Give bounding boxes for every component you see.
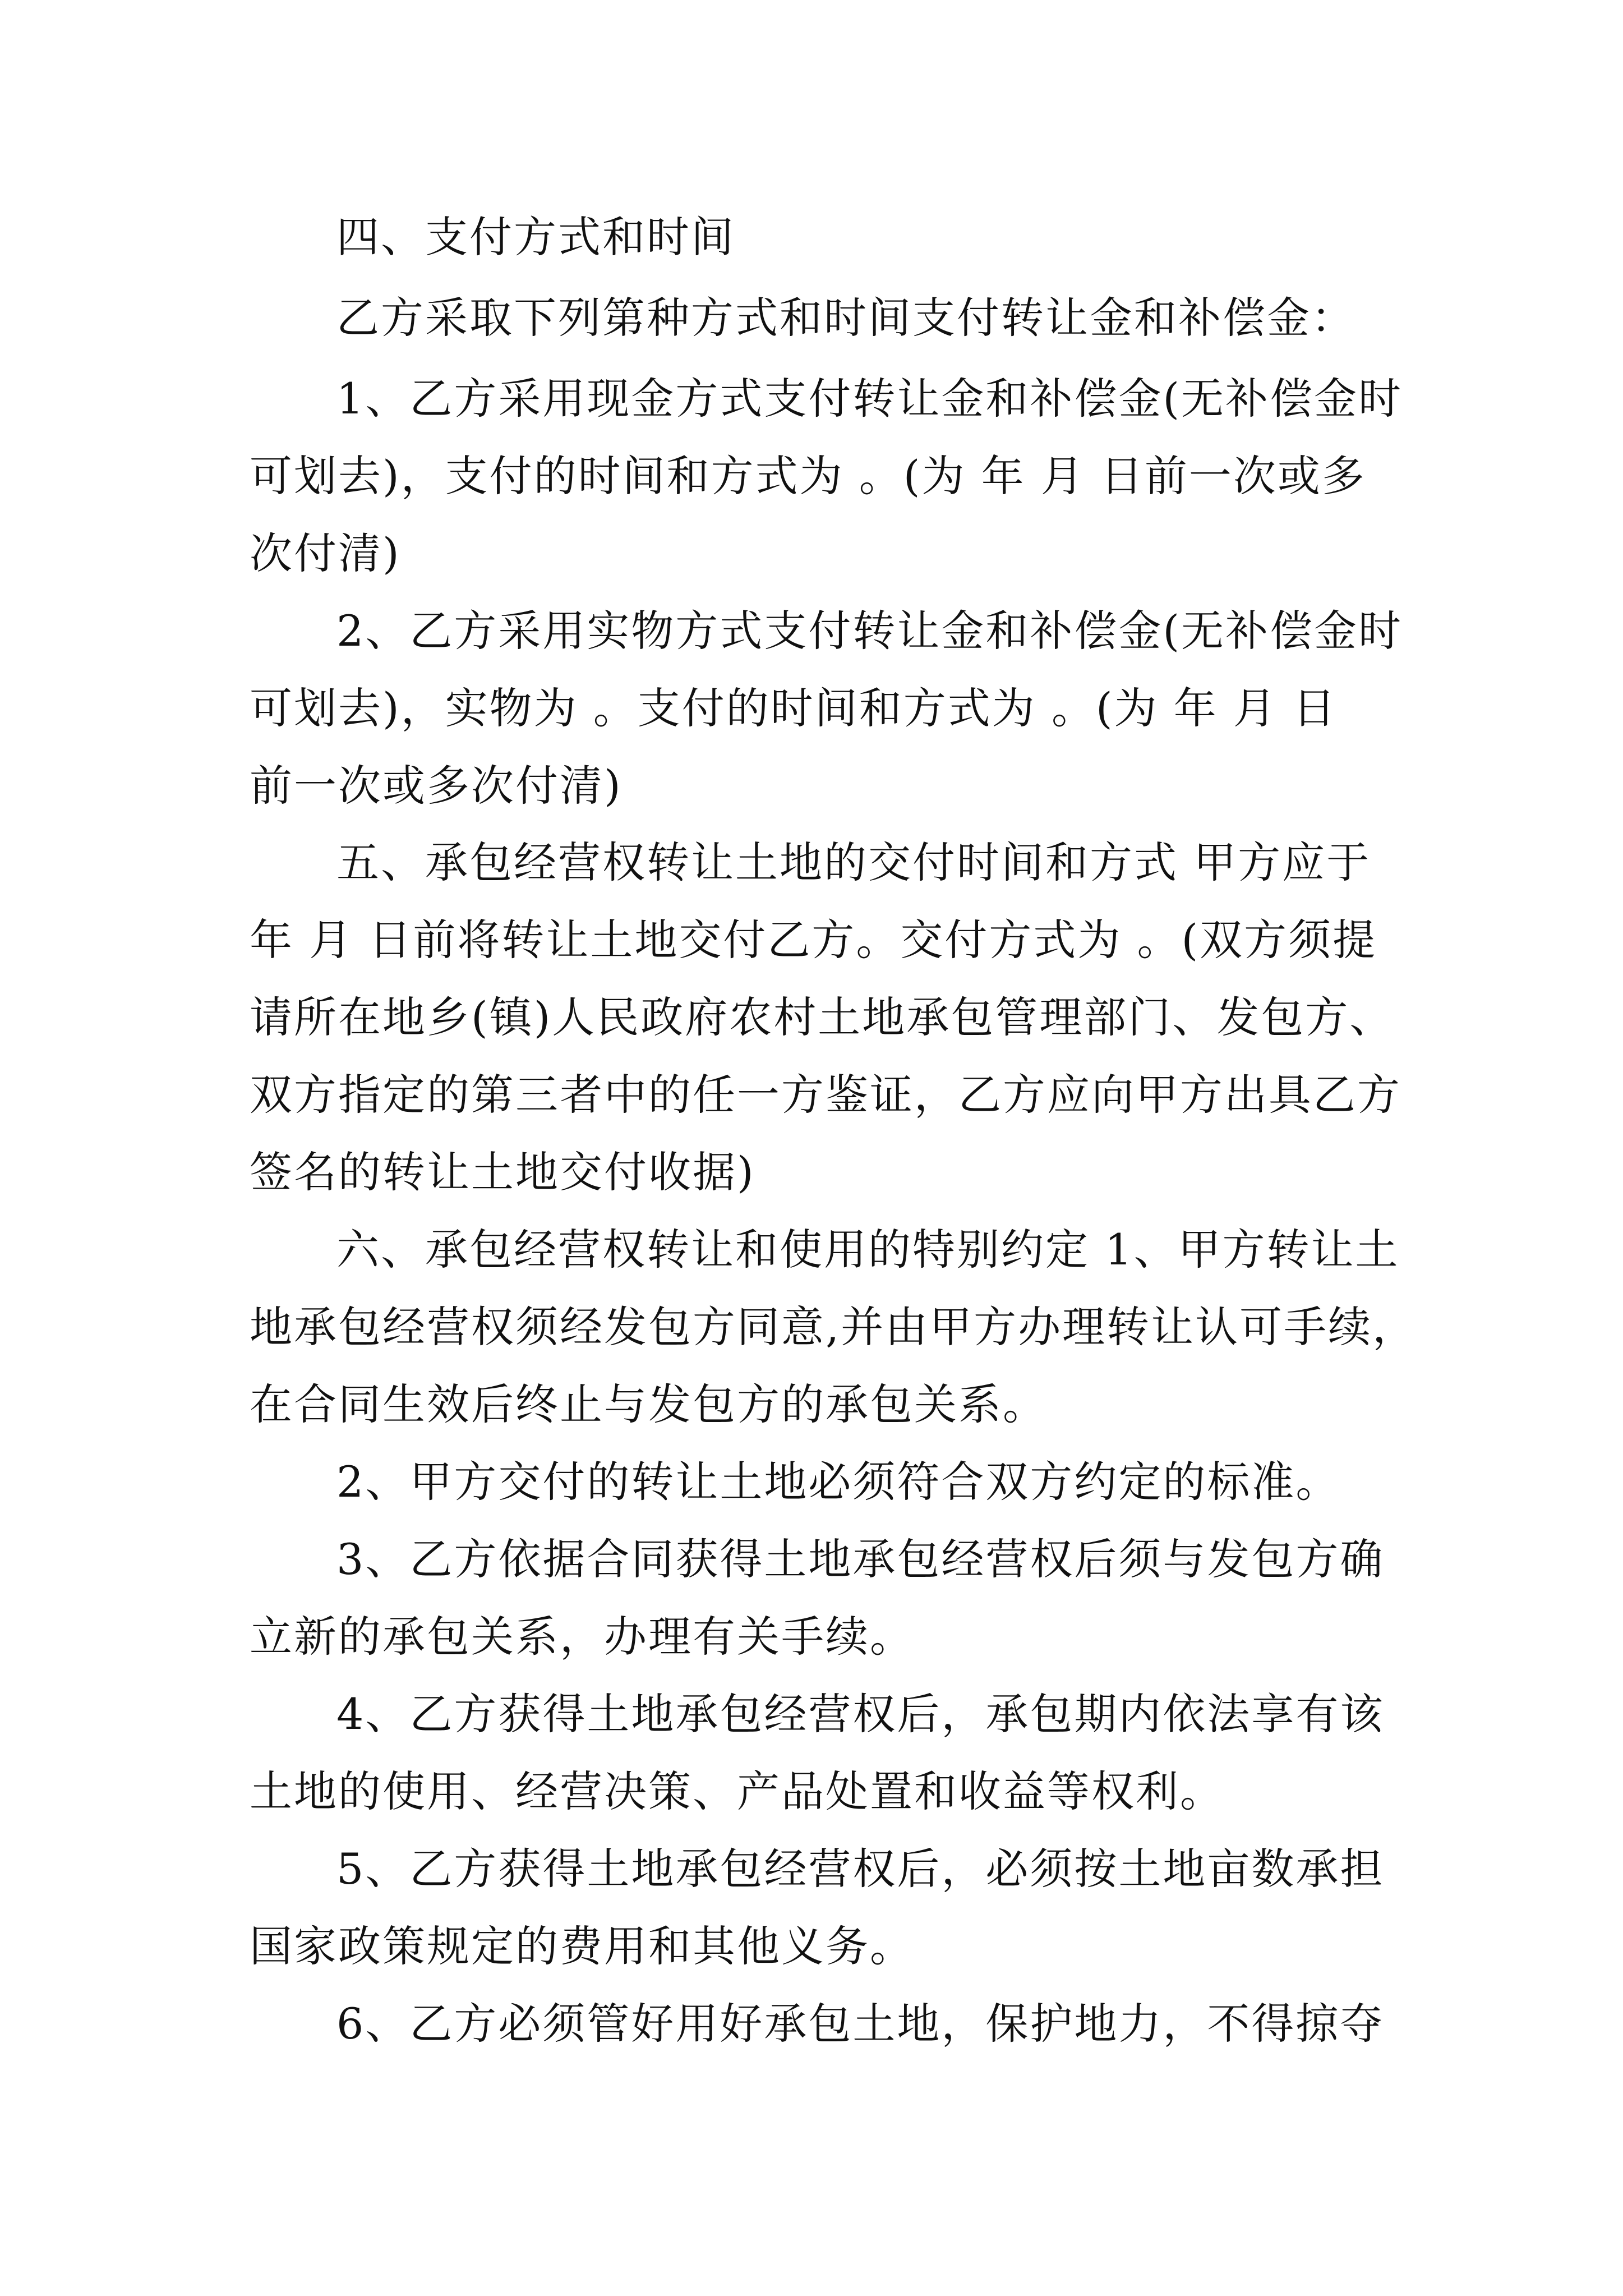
paragraph-line: 可划去)，支付的时间和方式为 。(为 年 月 日前一次或多 (250, 451, 1366, 501)
paragraph-line: 2、乙方采用实物方式支付转让金和补偿金(无补偿金时 (336, 606, 1403, 656)
section-heading-delivery: 五、承包经营权转让土地的交付时间和方式 甲方应于 (336, 838, 1371, 887)
paragraph-line: 乙方采取下列第种方式和时间支付转让金和补偿金： (336, 293, 1355, 343)
section-heading-special-terms: 六、承包经营权转让和使用的特别约定 1、甲方转让土 (336, 1225, 1400, 1274)
paragraph-line: 3、乙方依据合同获得土地承包经营权后须与发包方确 (336, 1534, 1385, 1584)
paragraph-line: 签名的转让土地交付收据) (250, 1147, 755, 1197)
paragraph-line: 土地的使用、经营决策、产品处置和收益等权利。 (250, 1766, 1224, 1816)
paragraph-line: 双方指定的第三者中的任一方鉴证，乙方应向甲方出具乙方 (250, 1070, 1401, 1120)
paragraph-line: 5、乙方获得土地承包经营权后，必须按土地亩数承担 (336, 1844, 1385, 1894)
paragraph-line: 请所在地乡(镇)人民政府农村土地承包管理部门、发包方、 (250, 992, 1394, 1042)
section-heading-payment: 四、支付方式和时间 (336, 212, 735, 262)
paragraph-line: 国家政策规定的费用和其他义务。 (250, 1921, 914, 1971)
paragraph-line: 6、乙方必须管好用好承包土地，保护地力，不得掠夺 (336, 1999, 1385, 2049)
paragraph-line: 次付清) (250, 528, 401, 578)
paragraph-line: 可划去)，实物为 。支付的时间和方式为 。(为 年 月 日 (250, 683, 1338, 733)
paragraph-line: 在合同生效后终止与发包方的承包关系。 (250, 1379, 1047, 1429)
paragraph-line: 4、乙方获得土地承包经营权后，承包期内依法享有该 (336, 1689, 1385, 1739)
paragraph-line: 地承包经营权须经发包方同意,并由甲方办理转让认可手续， (250, 1302, 1417, 1352)
paragraph-line: 1、乙方采用现金方式支付转让金和补偿金(无补偿金时 (336, 374, 1403, 424)
paragraph-line: 2、甲方交付的转让土地必须符合双方约定的标准。 (336, 1457, 1340, 1507)
paragraph-line: 前一次或多次付清) (250, 761, 623, 811)
paragraph-line: 年 月 日前将转让土地交付乙方。交付方式为 。(双方须提 (250, 915, 1377, 965)
paragraph-line: 立新的承包关系，办理有关手续。 (250, 1612, 914, 1662)
